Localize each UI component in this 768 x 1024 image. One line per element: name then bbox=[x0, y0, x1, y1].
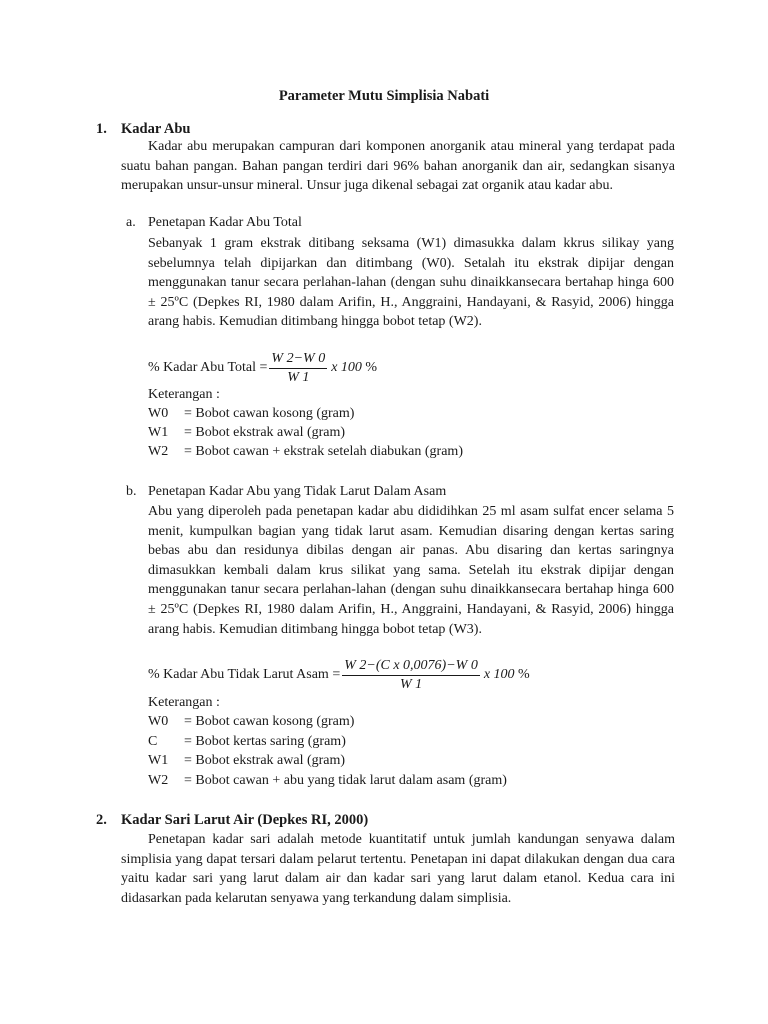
keterangan-definition: = Bobot kertas saring (gram) bbox=[184, 734, 346, 749]
keterangan-definition: = Bobot cawan + ekstrak setelah diabukan (gram) bbox=[184, 444, 463, 459]
section-1-number: 1. bbox=[96, 121, 107, 137]
keterangan-definition: = Bobot ekstrak awal (gram) bbox=[184, 425, 346, 440]
subsection-a-title: Penetapan Kadar Abu Total bbox=[148, 215, 302, 230]
formula-abu-total bbox=[148, 350, 377, 386]
keterangan-definition: = Bobot cawan + abu yang tidak larut dalam asam (gram) bbox=[184, 773, 507, 788]
formula-abu-total-denominator: W 1 bbox=[287, 369, 310, 385]
formula-abu-total-numerator: W 2−W 0 bbox=[269, 351, 327, 369]
subsection-a-text: Sebanyak 1 gram ekstrak ditibang seksama (W1) dimasukka dalam kkrus silikay yang sebelumnya telah dipijarkan dan ditimbang (W0). Setalah itu ekstrak dipijar dengan menggunakan tanur secara perlahan-lahan (dengan suhu dinaikkansecara bertahap hinga 600 ± 25ºC (Depkes RI, 1980 dalam Arifin, H., Anggraini, Handayani, & Rasyid, 2006) hingga arang habis. Kemudian ditimbang hingga bobot tetap (W2). bbox=[148, 236, 674, 330]
subsection-b-title: Penetapan Kadar Abu yang Tidak Larut Dalam Asam bbox=[148, 484, 447, 499]
formula-abu-tidak-larut-factor bbox=[484, 667, 530, 683]
formula-abu-total-unit: % bbox=[361, 360, 378, 375]
keterangan-symbol: W1 bbox=[148, 425, 169, 440]
keterangan-a-heading: Keterangan : bbox=[148, 387, 220, 402]
formula-abu-total-fraction bbox=[269, 351, 327, 386]
section-2-title: Kadar Sari Larut Air (Depkes RI, 2000) bbox=[121, 812, 369, 828]
section-2-text: Penetapan kadar sari adalah metode kuantitatif untuk jumlah kandungan senyawa dalam simplisia yang dapat tersari dalam pelarut tertentu. Penetapan ini dapat dilakukan dengan dua cara yaitu kadar sari yang larut dalam air dan kadar sari yang larut dalam etanol. Kedua cara ini didasarkan pada kelarutan senyawa yang terkandung dalam simplisia. bbox=[121, 832, 675, 906]
keterangan-b-heading: Keterangan : bbox=[148, 695, 220, 710]
subsection-b-letter: b. bbox=[126, 484, 137, 499]
section-1-intro: Kadar abu merupakan campuran dari komponen anorganik atau mineral yang terdapat pada suatu bahan pangan. Bahan pangan terdiri dari 96% bahan anorganik dan air, sedangkan sisanya merupakan unsur-unsur mineral. Unsur juga dikenal sebagai zat organik atau kadar abu. bbox=[121, 139, 675, 194]
formula-abu-tidak-larut-label: % Kadar Abu Tidak Larut Asam = bbox=[148, 667, 341, 682]
keterangan-symbol: W0 bbox=[148, 714, 169, 729]
subsection-a-letter: a. bbox=[126, 215, 136, 230]
keterangan-definition: = Bobot cawan kosong (gram) bbox=[184, 714, 355, 729]
formula-abu-total-label: % Kadar Abu Total = bbox=[148, 360, 268, 375]
keterangan-symbol: W2 bbox=[148, 444, 169, 459]
keterangan-symbol: W0 bbox=[148, 406, 169, 421]
keterangan-symbol: C bbox=[148, 734, 158, 749]
formula-abu-tidak-larut-fraction bbox=[342, 658, 480, 693]
subsection-b-text: Abu yang diperoleh pada penetapan kadar abu dididihkan 25 ml asam sulfat encer selama 5 menit, kumpulkan bagian yang tidak larut asam. Kemudian disaring dengan kertas saring bebas abu dan residunya dibilas dengan air panas. Abu disaring dan kertas saringnya dimasukkan kembali dalam krus silikat yang sama. Setelah itu ekstrak dipijar dengan menggunakan tanur secara perlahan-lahan (dengan suhu dinaikkansecara bertahap hinga 600 ± 25ºC (Depkes RI, 1980 dalam Arifin, H., Anggraini, Handayani, & Rasyid, 2006) hingga arang habis. Kemudian ditimbang hingga bobot tetap (W3). bbox=[148, 504, 674, 637]
formula-abu-total-factor bbox=[331, 360, 377, 376]
keterangan-definition: = Bobot cawan kosong (gram) bbox=[184, 406, 355, 421]
document-title: Parameter Mutu Simplisia Nabati bbox=[278, 88, 490, 104]
keterangan-definition: = Bobot ekstrak awal (gram) bbox=[184, 753, 346, 768]
keterangan-symbol: W2 bbox=[148, 773, 169, 788]
section-2-number: 2. bbox=[96, 812, 107, 828]
formula-abu-tidak-larut-denominator: W 1 bbox=[399, 676, 423, 692]
formula-abu-tidak-larut-unit: % bbox=[514, 667, 530, 682]
keterangan-symbol: W1 bbox=[148, 753, 169, 768]
formula-abu-tidak-larut-numerator: W 2−(C x 0,0076)−W 0 bbox=[342, 658, 480, 676]
formula-abu-tidak-larut-multiplier: x 100 bbox=[483, 667, 515, 682]
section-1-title: Kadar Abu bbox=[121, 121, 191, 137]
formula-abu-total-multiplier: x 100 bbox=[331, 360, 362, 375]
formula-abu-tidak-larut bbox=[148, 657, 530, 693]
